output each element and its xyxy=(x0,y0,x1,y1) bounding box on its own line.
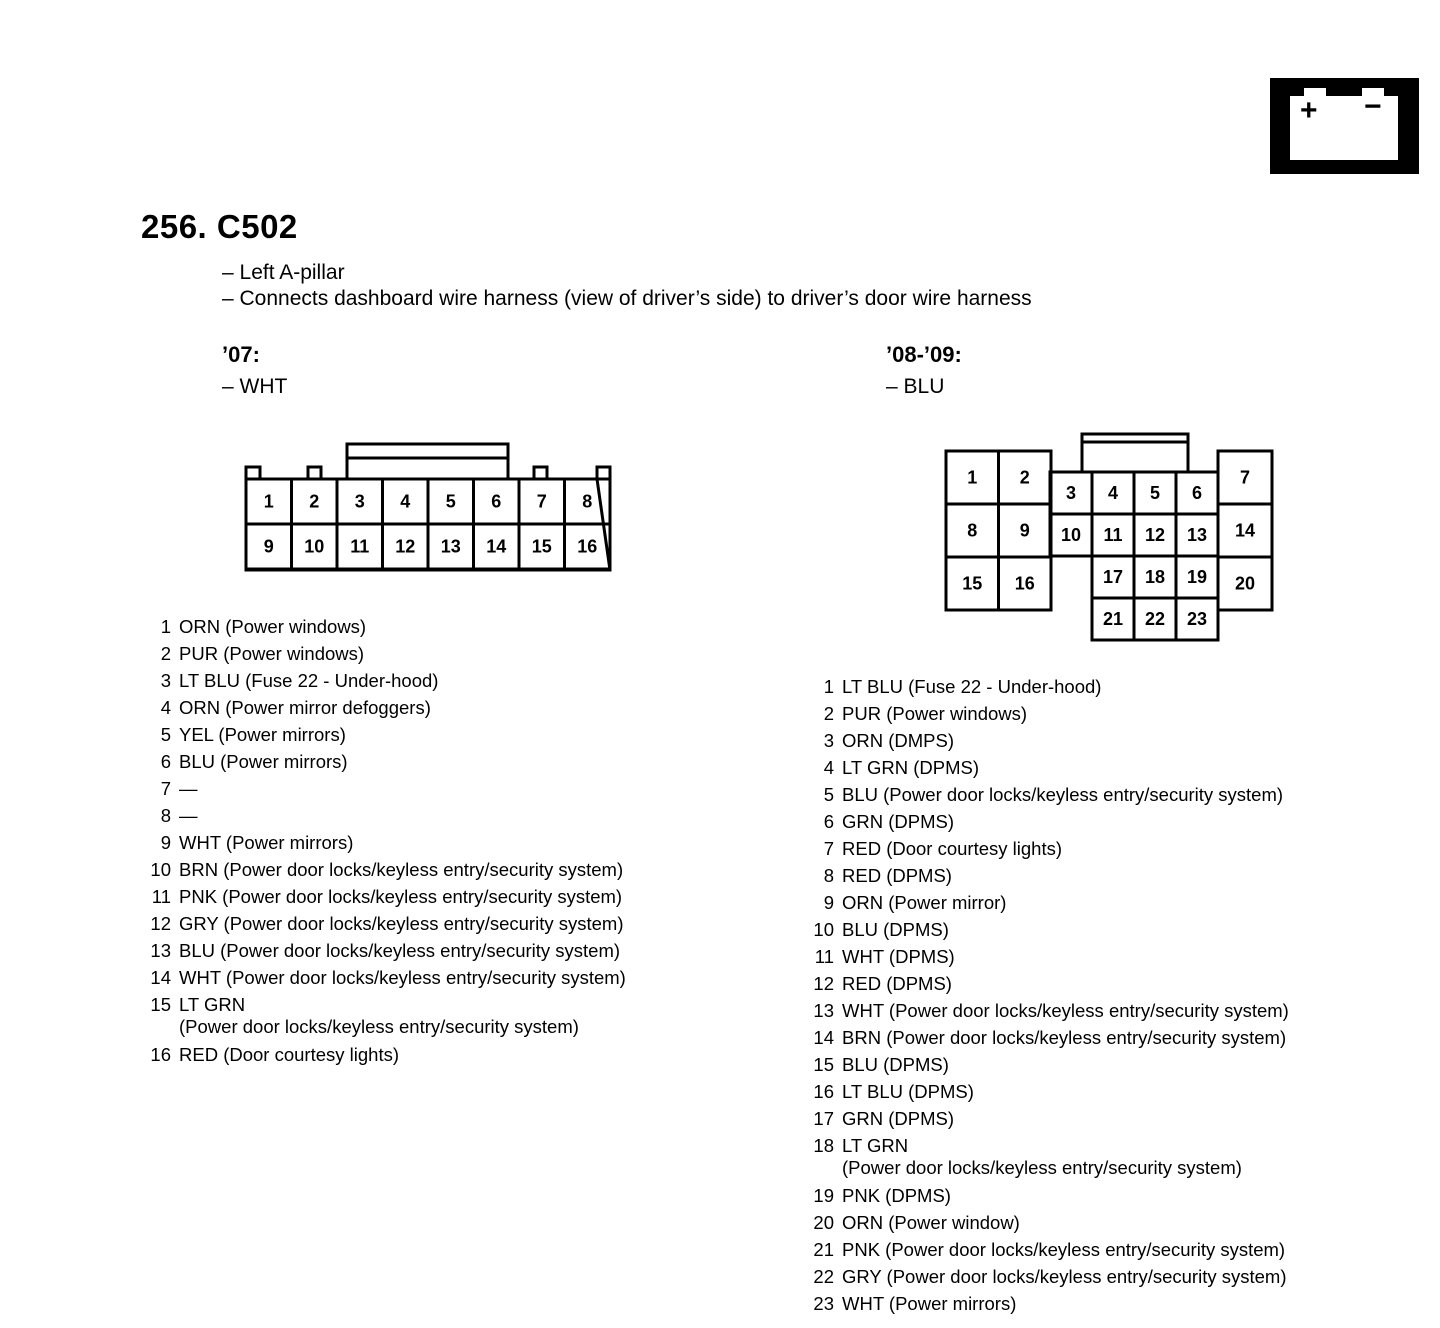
pin-description: PNK (Power door locks/keyless entry/security system) xyxy=(179,886,623,907)
cavity-label: 13 xyxy=(1186,525,1208,545)
pin-number: 2 xyxy=(160,643,171,664)
pin-number: 4 xyxy=(160,697,171,718)
connector-cavity xyxy=(1092,598,1134,640)
cavity-label: 5 xyxy=(445,491,456,512)
pin-description: PUR (Power windows) xyxy=(179,643,365,664)
cavity-label: 15 xyxy=(531,536,552,557)
cavity-label: 22 xyxy=(1144,609,1166,629)
connector-cavity xyxy=(337,524,383,569)
pin-description: LT BLU (DPMS) xyxy=(842,1081,974,1102)
pin-number: 16 xyxy=(813,1081,834,1102)
pin-description: GRY (Power door locks/keyless entry/security system) xyxy=(842,1266,1287,1287)
pin-description: GRN (DPMS) xyxy=(842,811,955,832)
cavity-label: 17 xyxy=(1102,567,1124,587)
pin-number: 3 xyxy=(823,730,834,751)
connector-cavity xyxy=(1176,472,1218,514)
pin-description: — xyxy=(179,805,198,826)
pin-description: PUR (Power windows) xyxy=(842,703,1028,724)
pin-number: 15 xyxy=(813,1054,834,1075)
pin-number: 21 xyxy=(813,1239,834,1260)
pin-number: 3 xyxy=(160,670,171,691)
cavity-label: 6 xyxy=(1191,483,1203,503)
battery-icon: + − xyxy=(1270,78,1419,174)
connector-color-07: – WHT xyxy=(222,375,288,398)
cavity-label: 13 xyxy=(440,536,461,557)
pin-number: 16 xyxy=(150,1044,171,1065)
pin-number: 8 xyxy=(823,865,834,886)
cavity-label: 14 xyxy=(486,536,507,557)
connector-cavity xyxy=(337,479,383,524)
connector-key xyxy=(308,467,321,479)
pin-description: GRN (DPMS) xyxy=(842,1108,955,1129)
connector-cavity xyxy=(428,479,474,524)
connector-color-08-09: – BLU xyxy=(886,375,945,398)
pin-description: RED (DPMS) xyxy=(842,865,952,886)
pin-description: WHT (Power mirrors) xyxy=(842,1293,1017,1314)
pin-description-continued: (Power door locks/keyless entry/security system) xyxy=(179,1016,579,1037)
pin-number: 6 xyxy=(823,811,834,832)
pin-number: 2 xyxy=(823,703,834,724)
pin-description: ORN (DMPS) xyxy=(842,730,955,751)
pin-number: 1 xyxy=(160,616,171,637)
cavity-label: 2 xyxy=(1019,467,1030,488)
pin-number: 12 xyxy=(813,973,834,994)
connector-cavity xyxy=(1218,504,1272,557)
connector-latch xyxy=(347,444,508,479)
connector-cavity xyxy=(1092,514,1134,556)
pin-number: 23 xyxy=(813,1293,834,1314)
pin-description: YEL (Power mirrors) xyxy=(179,724,346,745)
pin-number: 10 xyxy=(813,919,834,940)
pin-number: 18 xyxy=(813,1135,834,1156)
pin-number: 1 xyxy=(823,676,834,697)
pin-number: 19 xyxy=(813,1185,834,1206)
page-title: 256. C502 xyxy=(141,208,298,245)
connector-cavity xyxy=(1050,514,1092,556)
pin-description: WHT (Power door locks/keyless entry/security system) xyxy=(179,967,626,988)
connector-cavity xyxy=(1218,451,1272,504)
cavity-label: 3 xyxy=(1065,483,1077,503)
pin-description: RED (Door courtesy lights) xyxy=(842,838,1063,859)
pin-number: 13 xyxy=(813,1000,834,1021)
connector-08-09 xyxy=(946,434,1272,640)
cavity-label: 23 xyxy=(1186,609,1208,629)
connector-cavity xyxy=(1176,598,1218,640)
pin-description: LT BLU (Fuse 22 - Under-hood) xyxy=(842,676,1102,697)
pin-number: 11 xyxy=(151,886,171,907)
pin-description-continued: (Power door locks/keyless entry/security system) xyxy=(842,1157,1242,1178)
connector-cavity xyxy=(1134,514,1176,556)
pin-number: 14 xyxy=(150,967,171,988)
cavity-label: 5 xyxy=(1149,483,1161,503)
cavity-label: 10 xyxy=(1060,525,1082,545)
connector-cavity xyxy=(428,524,474,569)
pin-description: — xyxy=(179,778,198,799)
connector-cavity xyxy=(946,504,999,557)
pin-description: WHT (DPMS) xyxy=(842,946,955,967)
connector-cavity xyxy=(999,557,1052,610)
cavity-label: 19 xyxy=(1186,567,1208,587)
pin-number: 12 xyxy=(150,913,171,934)
connector-cavity xyxy=(246,479,292,524)
connector-cavity xyxy=(474,479,520,524)
connector-cavity xyxy=(1176,556,1218,598)
pin-number: 15 xyxy=(150,994,171,1015)
cavity-label: 11 xyxy=(1103,525,1123,545)
pin-description: RED (DPMS) xyxy=(842,973,952,994)
pin-number: 11 xyxy=(814,946,834,967)
cavity-label: 16 xyxy=(577,536,598,557)
cavity-label: 4 xyxy=(1107,483,1119,503)
connector-cavity xyxy=(383,524,429,569)
pin-number: 10 xyxy=(150,859,171,880)
pin-number: 5 xyxy=(160,724,171,745)
cavity-label: 10 xyxy=(304,536,325,557)
cavity-label: 8 xyxy=(967,520,978,541)
pin-number: 9 xyxy=(160,832,171,853)
pin-description: ORN (Power mirror defoggers) xyxy=(179,697,431,718)
connector-cavity xyxy=(999,451,1052,504)
cavity-label: 16 xyxy=(1014,573,1035,594)
pin-number: 7 xyxy=(823,838,834,859)
pin-number: 4 xyxy=(823,757,834,778)
connector-cavity xyxy=(1134,472,1176,514)
cavity-label: 6 xyxy=(491,491,502,512)
connector-cavity xyxy=(1092,472,1134,514)
pin-description: RED (Door courtesy lights) xyxy=(179,1044,400,1065)
pin-description: ORN (Power window) xyxy=(842,1212,1020,1233)
pin-number: 7 xyxy=(160,778,171,799)
pin-description: ORN (Power mirror) xyxy=(842,892,1007,913)
connector-cavity xyxy=(946,557,999,610)
connector-cavity xyxy=(474,524,520,569)
cavity-label: 20 xyxy=(1234,573,1256,594)
cavity-label: 12 xyxy=(1144,525,1166,545)
pin-description: GRY (Power door locks/keyless entry/security system) xyxy=(179,913,624,934)
pin-number: 6 xyxy=(160,751,171,772)
year-label-07: ’07: xyxy=(222,342,260,367)
pin-description: WHT (Power door locks/keyless entry/security system) xyxy=(842,1000,1289,1021)
pin-description: ORN (Power windows) xyxy=(179,616,367,637)
connector-cavity xyxy=(946,451,999,504)
connector-07 xyxy=(246,444,610,570)
connector-cavity xyxy=(519,479,565,524)
pin-list-07 xyxy=(143,616,743,1086)
cavity-label: 1 xyxy=(967,467,978,488)
pin-description: BLU (DPMS) xyxy=(842,1054,949,1075)
connector-cavity xyxy=(999,504,1052,557)
connector-cavity xyxy=(1134,598,1176,640)
pin-description: BRN (Power door locks/keyless entry/security system) xyxy=(179,859,624,880)
year-label-08-09: ’08-’09: xyxy=(886,342,962,367)
pin-description: BLU (Power door locks/keyless entry/security system) xyxy=(179,940,621,961)
cavity-label: 4 xyxy=(400,491,411,512)
cavity-label: 18 xyxy=(1144,567,1166,587)
pin-number: 17 xyxy=(813,1108,834,1129)
pin-description: BRN (Power door locks/keyless entry/security system) xyxy=(842,1027,1287,1048)
cavity-label: 1 xyxy=(263,491,274,512)
connector-cavity xyxy=(1176,514,1218,556)
cavity-label: 9 xyxy=(263,536,274,557)
cavity-label: 7 xyxy=(1239,467,1251,488)
connector-cavity xyxy=(246,524,292,569)
pin-description: PNK (Power door locks/keyless entry/security system) xyxy=(842,1239,1286,1260)
cavity-label: 12 xyxy=(395,536,416,557)
cavity-label: 15 xyxy=(962,573,983,594)
cavity-label: 14 xyxy=(1234,520,1256,541)
pin-number: 22 xyxy=(813,1266,834,1287)
pin-number: 8 xyxy=(160,805,171,826)
location-line: – Left A-pillar xyxy=(222,261,345,284)
pin-number: 13 xyxy=(150,940,171,961)
connector-latch xyxy=(1082,434,1188,472)
cavity-label: 7 xyxy=(536,491,547,512)
pin-description: BLU (Power door locks/keyless entry/security system) xyxy=(842,784,1284,805)
pin-description: LT GRN (DPMS) xyxy=(842,757,980,778)
connection-line: – Connects dashboard wire harness (view of driver’s side) to driver’s door wire harness xyxy=(222,287,1032,310)
connector-key xyxy=(534,467,547,479)
pin-number: 5 xyxy=(823,784,834,805)
pin-description: BLU (Power mirrors) xyxy=(179,751,348,772)
pin-number: 14 xyxy=(813,1027,834,1048)
pin-number: 9 xyxy=(823,892,834,913)
connector-cavity xyxy=(292,479,338,524)
connector-cavity xyxy=(519,524,565,569)
connector-cavity xyxy=(1050,472,1092,514)
connector-cavity xyxy=(1134,556,1176,598)
cavity-label: 8 xyxy=(582,491,593,512)
connector-cavity xyxy=(383,479,429,524)
connector-cavity xyxy=(1218,557,1272,610)
pin-description: LT BLU (Fuse 22 - Under-hood) xyxy=(179,670,439,691)
pin-description: LT GRN xyxy=(842,1135,909,1156)
cavity-label: 21 xyxy=(1102,609,1124,629)
cavity-label: 9 xyxy=(1019,520,1030,541)
pin-number: 20 xyxy=(813,1212,834,1233)
cavity-label: 11 xyxy=(350,536,370,557)
cavity-label: 2 xyxy=(309,491,320,512)
pin-description: WHT (Power mirrors) xyxy=(179,832,354,853)
pin-description: LT GRN xyxy=(179,994,246,1015)
connector-cavity xyxy=(292,524,338,569)
connector-cavity xyxy=(1092,556,1134,598)
pin-description: BLU (DPMS) xyxy=(842,919,949,940)
pin-list-08-09 xyxy=(806,676,1406,1326)
pin-description: PNK (DPMS) xyxy=(842,1185,951,1206)
cavity-label: 3 xyxy=(354,491,365,512)
